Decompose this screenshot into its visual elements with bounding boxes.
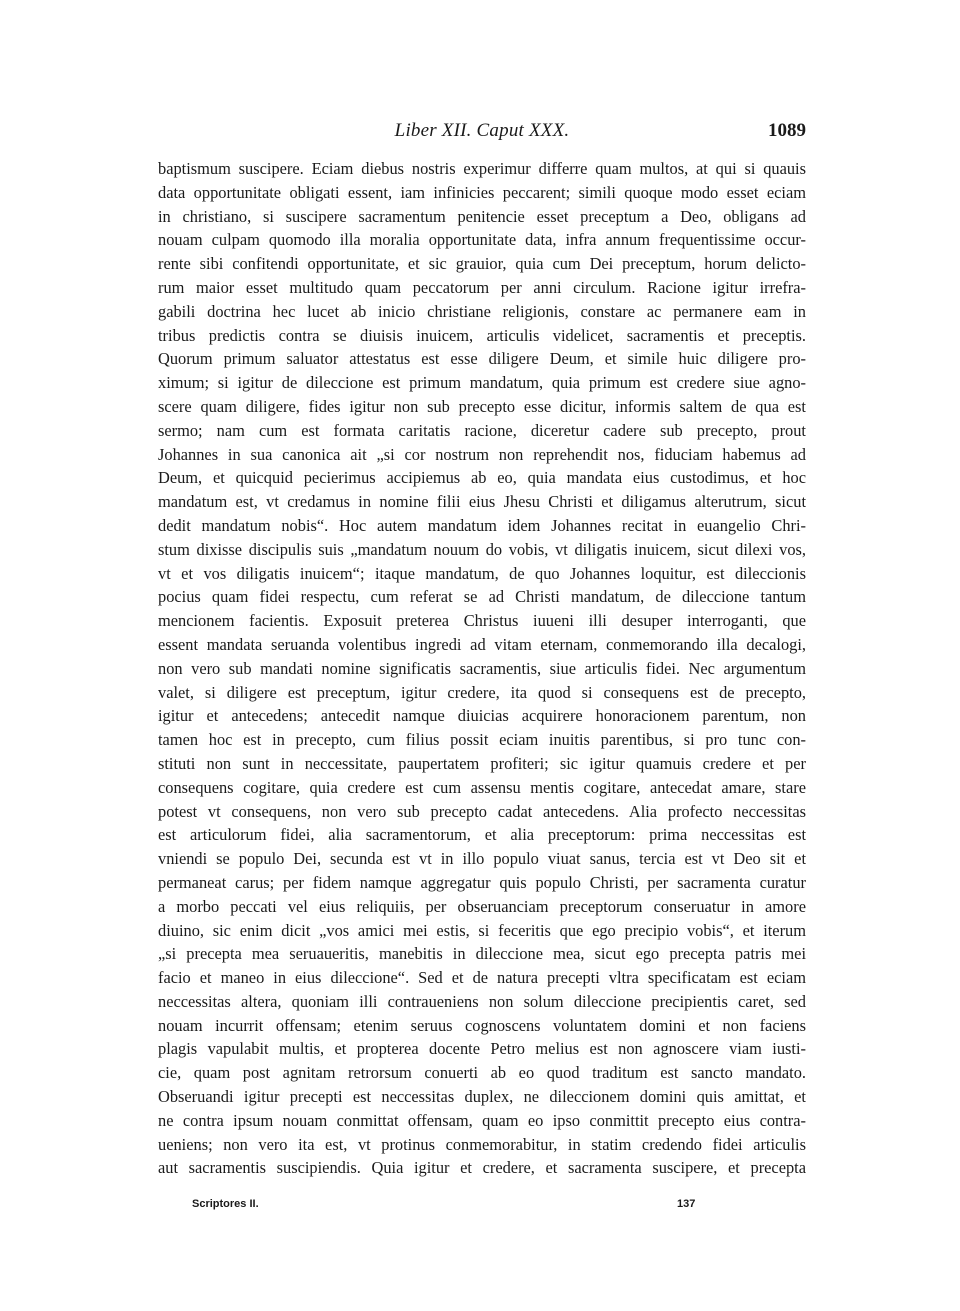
- page-number: 1089: [768, 120, 806, 141]
- text-line: nouam culpam quomodo illa moralia opportunitate data, infra annum frequentissime occur-: [158, 230, 806, 250]
- text-line: neccessitas altera, quoniam illi contraueniens non solum dileccione precipientis caret, sed: [158, 991, 806, 1011]
- text-line: valet, si diligere est preceptum, igitur credere, ita quod si consequens est de precepto,: [158, 682, 806, 702]
- text-line: vniendi se populo Dei, secunda est vt in illo populo viuat sanus, tercia est vt Deo sit et: [158, 849, 806, 869]
- text-line: baptismum suscipere. Eciam diebus nostris experimur differre quam multos, at qui si quauis: [158, 159, 806, 178]
- text-line: igitur et antecedens; antecedit namque diuicias acquirere honoracionem parentum, non: [158, 706, 806, 726]
- text-line: facio et maneo in eius dileccione“. Sed et de natura precepti vltra specificatam est eciam: [158, 968, 806, 988]
- text-line: Deum, et quicquid pecierimus accipiemus ab eo, quia mandata eius custodimus, et hoc: [158, 468, 806, 488]
- text-line: stum dixisse discipulis suis „mandatum nouum do vobis, vt diligatis inuicem, sicut dilexi vos,: [158, 539, 806, 559]
- text-line: „si precepta mea seruaueritis, manebitis in dileccione mea, sicut ego precepta patris mei: [158, 944, 806, 964]
- text-line: scere quam diligere, fides igitur non sub precepto esse dicitur, informis saltem de qua est: [158, 396, 806, 416]
- text-line: tribus predictis contra se diuisis inuicem, articulis videlicet, sacramentis et preceptis.: [158, 325, 806, 345]
- text-line: plagis vapulabit multis, et propterea docente Petro melius est non agnoscere viam iusti-: [158, 1039, 806, 1059]
- text-line: diuino, sic enim dicit „vos amici mei estis, si feceritis que ego precipio vobis“, et iterum: [158, 920, 806, 940]
- text-line: sermo; nam cum est formata caritatis racione, diceretur cadere sub precepto, prout: [158, 420, 806, 440]
- text-line: Johannes in sua canonica ait „si cor nostrum non reprehendit nos, fiduciam habemus ad: [158, 444, 806, 464]
- text-line: nouam incurrit offensam; etenim seruus cognoscens voluntatem domini et non faciens: [158, 1015, 806, 1035]
- gathering-signature: 137: [677, 1198, 696, 1210]
- text-line: stituti non sunt in neccessitate, paupertatem profiteri; sic igitur quamuis credere et per: [158, 753, 806, 773]
- text-line: consequens cogitare, quia credere est cum assensu mentis cogitare, antecedat amare, stare: [158, 777, 806, 797]
- text-line: non vero sub mandati nomine significatis sacramentis, siue articulis fidei. Nec argumentum: [158, 658, 806, 678]
- text-line: ximum; si igitur de dileccione est primum mandatum, quia primum est credere siue agno-: [158, 373, 806, 393]
- body-text: [158, 157, 806, 1180]
- text-line: rente sibi confitendi opportunitate, et sic grauior, quia cum Dei preceptum, horum delicto-: [158, 254, 806, 274]
- text-line: cie, quam post agnitam retrorsum conuerti ab eo quod traditum est sancto mandato.: [158, 1063, 806, 1083]
- text-line: mencionem facientis. Exposuit preterea Christus iuueni illi desuper interroganti, que: [158, 611, 806, 631]
- text-line: gabili doctrina hec lucet ab inicio christiane religionis, constare ac permanere eam in: [158, 301, 806, 321]
- text-line: ueniens; non vero ita est, vt protinus conmemorabitur, in statim credendo fidei articulis: [158, 1134, 806, 1154]
- text-line: ne contra ipsum nouam conmittat offensam, quam eo ipso conmittit precepto eius contra-: [158, 1110, 806, 1130]
- text-line: essent mandata seruanda volentibus ingredi ad vitam eternam, conmemorando illa decalogi,: [158, 634, 806, 654]
- text-line: tamen hoc est in precepto, cum filius possit eciam inuitis parentibus, si pro tunc con-: [158, 730, 806, 750]
- text-line: potest vt consequens, non vero sub precepto cadat antecedens. Alia profecto neccessitas: [158, 801, 806, 821]
- text-line: permaneat carus; per fidem namque aggregatur quis populo Christi, per sacramenta curatur: [158, 872, 806, 892]
- text-line: pocius quam fidei respectu, cum referat se ad Christi mandatum, de dileccione tantum: [158, 587, 806, 607]
- page-footer: [192, 1198, 722, 1216]
- running-title: Liber XII. Caput XXX.: [394, 120, 570, 141]
- text-line: data opportunitate obligati essent, iam infinicies peccarent; simili quoque modo esset eciam: [158, 182, 806, 202]
- running-head: [158, 120, 806, 144]
- text-line: dedit mandatum nobis“. Hoc autem mandatum idem Johannes recitat in euangelio Chri-: [158, 515, 806, 535]
- series-title: Scriptores II.: [192, 1198, 259, 1210]
- text-line: a morbo peccati vel eius reliquiis, per obseruanciam preceptorum conseruatur in amore: [158, 896, 806, 916]
- text-line: Quorum primum saluator attestatus est esse diligere Deum, et simile huic diligere pro-: [158, 349, 806, 369]
- text-line: Obseruandi igitur precepti est neccessitas duplex, ne dileccionem domini quis amittat, et: [158, 1087, 806, 1107]
- text-line: in christiano, si suscipere sacramentum penitencie esset preceptum a Deo, obligans ad: [158, 206, 806, 226]
- text-line: rum maior esset multitudo quam peccatorum per anni circulum. Racione igitur irrefra-: [158, 277, 806, 297]
- text-line: mandatum est, vt credamus in nomine filii eius Jhesu Christi et diligamus alterutrum, sicut: [158, 492, 806, 512]
- text-line: vt et vos diligatis inuicem“; itaque mandatum, de quo Johannes loquitur, est dileccionis: [158, 563, 806, 583]
- text-line: est articulorum fidei, alia sacramentorum, et alia preceptorum: prima neccessitas est: [158, 825, 806, 845]
- text-line: aut sacramentis suscipiendis. Quia igitur et credere, et sacramenta suscipere, et precepta: [158, 1158, 806, 1178]
